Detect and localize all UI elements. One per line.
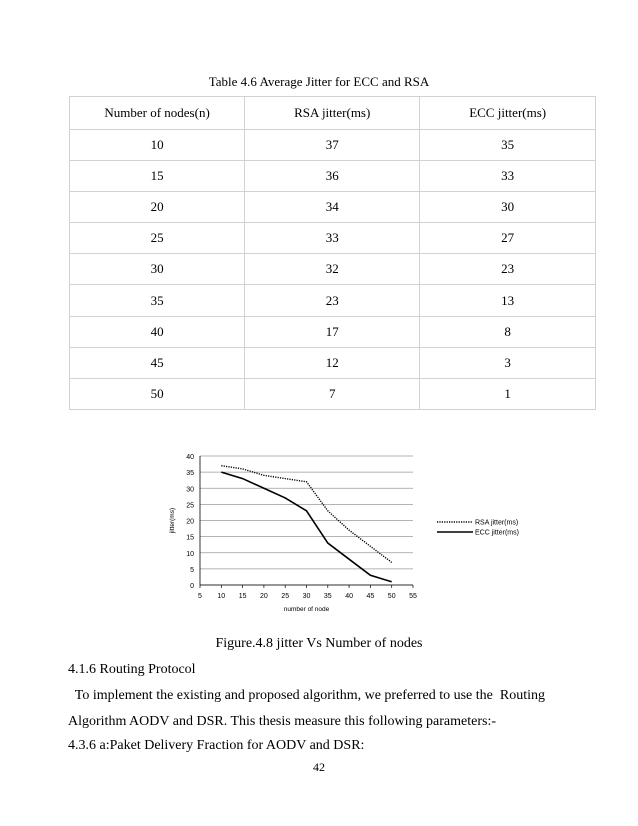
table-row <box>70 347 596 378</box>
table-cell: 34 <box>245 192 420 223</box>
y-tick-label: 30 <box>186 486 194 494</box>
figure-caption: Figure.4.8 jitter Vs Number of nodes <box>215 636 423 651</box>
table-row <box>70 285 596 316</box>
page-number: 42 <box>313 760 325 774</box>
table-row <box>70 254 596 285</box>
table-caption: Table 4.6 Average Jitter for ECC and RSA <box>208 74 430 89</box>
y-tick-label: 35 <box>186 470 194 478</box>
table-cell: 33 <box>245 223 420 254</box>
paragraph-line-1: To implement the existing and proposed algorithm, we preferred to use the Routing <box>68 688 545 703</box>
legend-label: ECC jitter(ms) <box>475 529 519 537</box>
y-tick-label: 0 <box>190 583 194 590</box>
table-cell: 35 <box>420 130 596 161</box>
table-cell: 27 <box>420 223 596 254</box>
table-cell: 20 <box>70 192 245 223</box>
x-tick-label: 20 <box>260 593 268 600</box>
column-header: RSA jitter(ms) <box>245 97 420 130</box>
y-tick-label: 40 <box>186 454 194 461</box>
x-tick-label: 45 <box>366 593 375 600</box>
y-tick-label: 25 <box>186 502 194 510</box>
table-cell: 13 <box>420 285 596 316</box>
subsection-heading: 4.3.6 a:Paket Delivery Fraction for AODV and DSR: <box>68 738 365 753</box>
x-tick-label: 40 <box>345 593 353 600</box>
table-row <box>70 192 596 223</box>
jitter-chart <box>160 448 560 623</box>
chart-svg <box>160 448 560 618</box>
table-row <box>70 130 596 161</box>
section-heading: 4.1.6 Routing Protocol <box>68 662 196 677</box>
table-cell: 3 <box>420 347 596 378</box>
jitter-table <box>69 96 596 410</box>
table-cell: 32 <box>245 254 420 285</box>
table-cell: 15 <box>70 161 245 192</box>
table-row <box>70 223 596 254</box>
table-cell: 17 <box>245 316 420 347</box>
table-cell: 10 <box>70 130 245 161</box>
table-cell: 30 <box>70 254 245 285</box>
table-cell: 23 <box>420 254 596 285</box>
table-cell: 40 <box>70 316 245 347</box>
y-tick-label: 5 <box>190 566 194 574</box>
column-header: ECC jitter(ms) <box>420 97 596 130</box>
y-tick-label: 15 <box>186 534 194 542</box>
x-tick-label: 25 <box>281 593 290 600</box>
table-cell: 1 <box>420 378 596 409</box>
paragraph-line-2: Algorithm AODV and DSR. This thesis measure this following parameters:- <box>68 714 496 729</box>
x-tick-label: 35 <box>323 593 332 600</box>
x-axis-label: number of node <box>283 606 330 613</box>
table-cell: 35 <box>70 285 245 316</box>
table-cell: 23 <box>245 285 420 316</box>
y-tick-label: 10 <box>186 550 194 558</box>
table-cell: 12 <box>245 347 420 378</box>
table-cell: 37 <box>245 130 420 161</box>
y-tick-label: 20 <box>186 518 194 526</box>
legend-label: RSA jitter(ms) <box>475 519 519 527</box>
table-header-row <box>70 97 596 130</box>
table-cell: 33 <box>420 161 596 192</box>
x-tick-label: 15 <box>238 593 247 600</box>
table-cell: 45 <box>70 347 245 378</box>
x-tick-label: 55 <box>409 593 417 600</box>
x-tick-label: 50 <box>387 593 396 600</box>
table-row <box>70 161 596 192</box>
x-tick-label: 5 <box>198 593 202 600</box>
table-cell: 36 <box>245 161 420 192</box>
column-header: Number of nodes(n) <box>70 97 245 130</box>
x-tick-label: 10 <box>217 593 226 600</box>
table-row <box>70 378 596 409</box>
table-cell: 8 <box>420 316 596 347</box>
table-row <box>70 316 596 347</box>
table-cell: 30 <box>420 192 596 223</box>
table-cell: 50 <box>70 378 245 409</box>
y-axis-label: jitter(ms) <box>169 507 176 534</box>
table-cell: 7 <box>245 378 420 409</box>
table-cell: 25 <box>70 223 245 254</box>
x-tick-label: 30 <box>302 593 311 600</box>
